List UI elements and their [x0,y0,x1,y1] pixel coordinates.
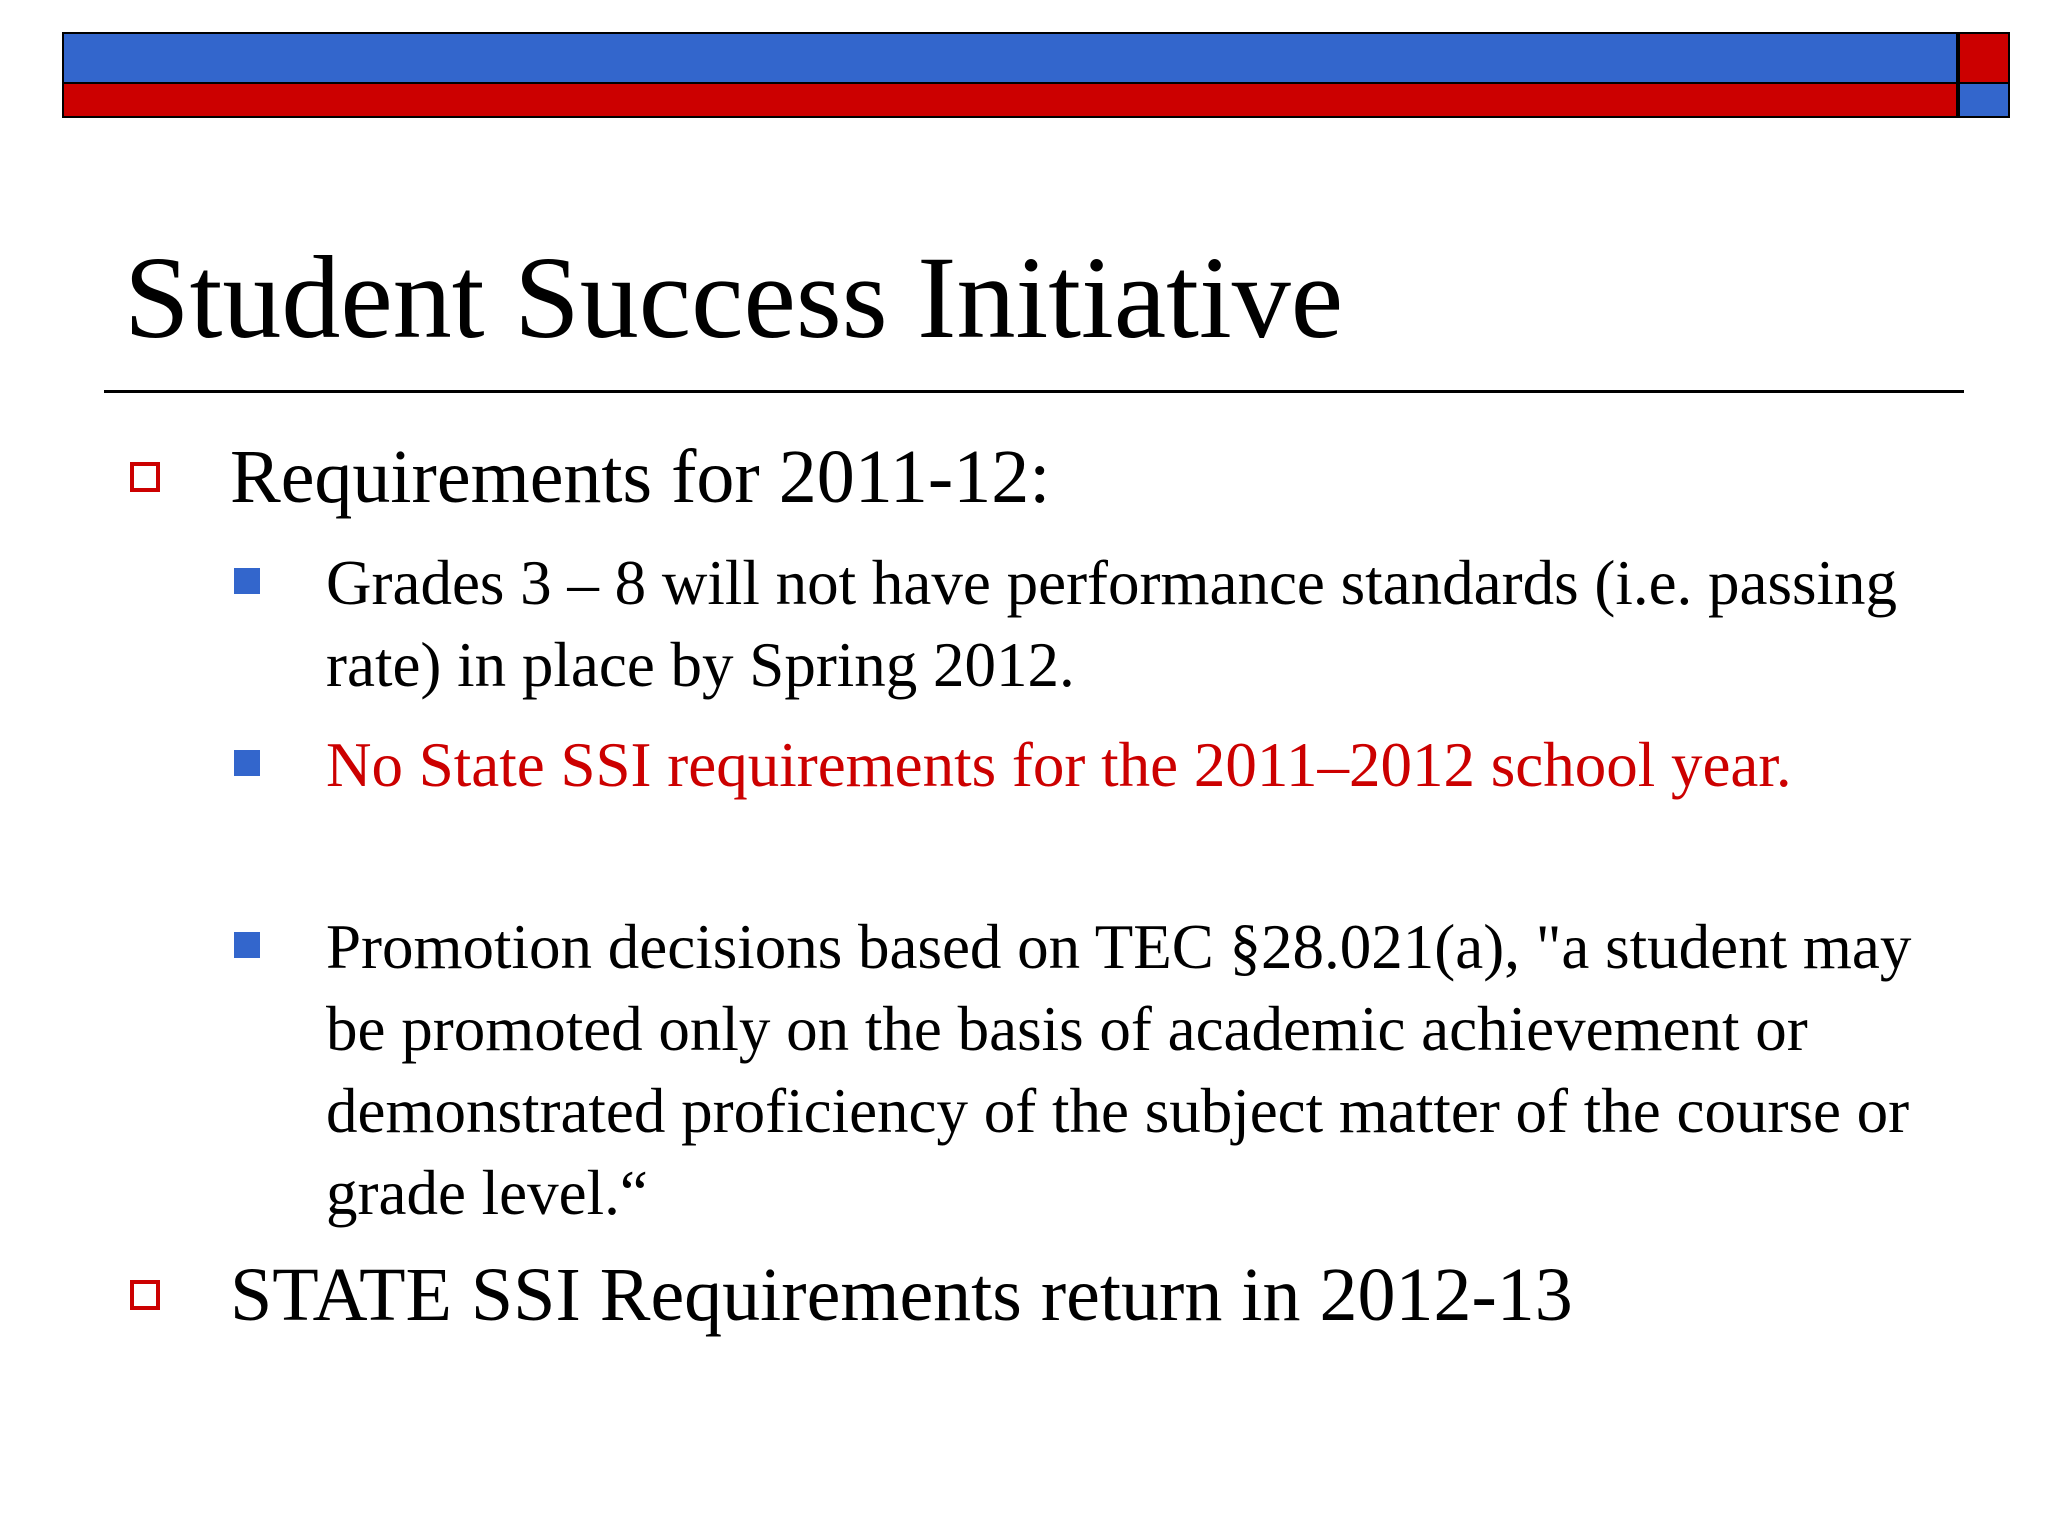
bullet-text: STATE SSI Requirements return in 2012-13 [230,1253,1573,1337]
header-corner-blue [1958,84,2010,118]
hollow-square-bullet-icon [130,1280,160,1310]
bullet-text: Requirements for 2011-12: [230,435,1051,519]
sub-bullet-text: Grades 3 – 8 will not have performance standards (i.e. passing rate) in place by Spring 2012. [326,548,1898,700]
title-divider [104,390,1964,393]
slide-title: Student Success Initiative [124,232,1344,363]
sub-bullet-text: No State SSI requirements for the 2011–2012 school year. [326,730,1792,800]
filled-square-bullet-icon [234,932,260,958]
sub-bullet-text: Promotion decisions based on TEC §28.021(a), "a student may be promoted only on the basis of academic achievement or demonstrated proficiency of the subject matter of the course or grade level.“ [326,912,1912,1228]
hollow-square-bullet-icon [130,462,160,492]
header-bar-blue [62,32,1958,84]
header-corner-red [1958,32,2010,84]
filled-square-bullet-icon [234,750,260,776]
filled-square-bullet-icon [234,568,260,594]
header-bar-red [62,84,1958,118]
